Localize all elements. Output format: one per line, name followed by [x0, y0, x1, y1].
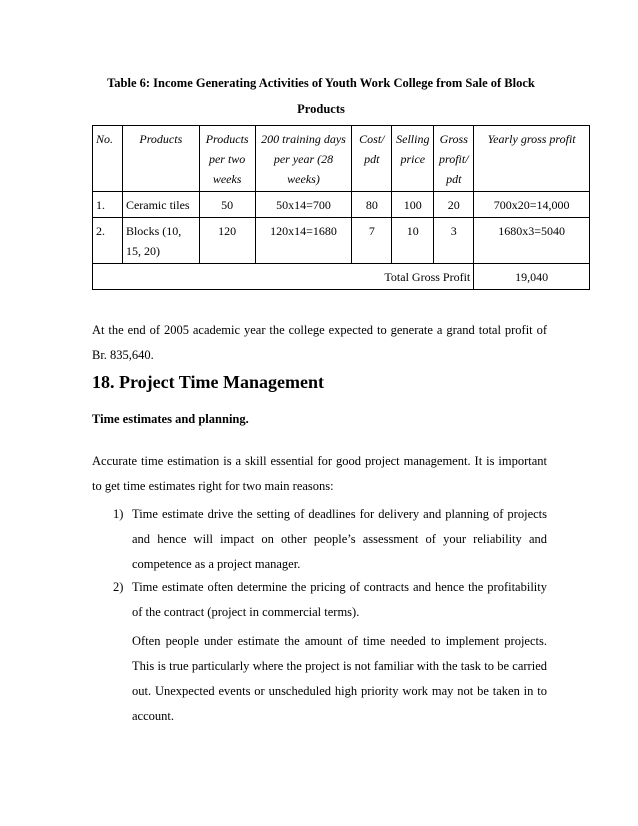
table-cell: 80	[352, 192, 392, 218]
table-cell: 120	[199, 218, 255, 264]
list-text: Time estimate drive the setting of deadlines for delivery and planning of projects and hence will impact on other people’s assessment of your reliability and competence as a project manager.	[132, 507, 547, 571]
summary-paragraph: At the end of 2005 academic year the college expected to generate a grand total profit of Br. 835,640.	[92, 323, 547, 362]
section-subheading: Time estimates and planning.	[92, 412, 249, 426]
list-item	[113, 502, 547, 577]
table-row	[93, 218, 590, 264]
table-cell: 2.	[93, 218, 123, 264]
table-cell: 100	[392, 192, 434, 218]
table-cell: 700x20=14,000	[474, 192, 590, 218]
table-caption	[92, 70, 550, 122]
table-cell: 1.	[93, 192, 123, 218]
header-cell: 200 training days per year (28 weeks)	[255, 126, 352, 192]
table-cell: 50	[199, 192, 255, 218]
caption-line-2: Products	[297, 102, 345, 116]
header-cell: No.	[93, 126, 123, 192]
total-label: Total Gross Profit	[93, 264, 474, 290]
list-item	[113, 575, 547, 625]
followup-paragraph: Often people under estimate the amount of time needed to implement projects. This is true particularly where the project is not familiar with the task to be carried out. Unexpected events or unscheduled high priority work may not be taken in to account.	[132, 634, 547, 723]
table-header-row	[93, 126, 590, 192]
table-cell: 20	[434, 192, 474, 218]
list-text: Time estimate often determine the pricing of contracts and hence the profitability of the contract (project in commercial terms).	[132, 580, 547, 619]
header-cell: Yearly gross profit	[474, 126, 590, 192]
table-cell: 10	[392, 218, 434, 264]
list-number: 1)	[113, 507, 124, 521]
section-heading: 18. Project Time Management	[92, 372, 324, 392]
total-value: 19,040	[474, 264, 590, 290]
list-number: 2)	[113, 580, 124, 594]
table-cell: 50x14=700	[255, 192, 352, 218]
table-row	[93, 192, 590, 218]
intro-paragraph: Accurate time estimation is a skill essential for good project management. It is important to get time estimates right for two main reasons:	[92, 454, 547, 493]
table-cell: Blocks (10, 15, 20)	[122, 218, 199, 264]
table-cell: 120x14=1680	[255, 218, 352, 264]
header-cell: Selling price	[392, 126, 434, 192]
total-row	[93, 264, 590, 290]
table-cell: 7	[352, 218, 392, 264]
caption-line-1: Table 6: Income Generating Activities of Youth Work College from Sale of Block	[107, 76, 535, 90]
header-cell: Cost/ pdt	[352, 126, 392, 192]
table-cell: 1680x3=5040	[474, 218, 590, 264]
income-table	[92, 125, 590, 290]
header-cell: Gross profit/ pdt	[434, 126, 474, 192]
table-cell: Ceramic tiles	[122, 192, 199, 218]
table-cell: 3	[434, 218, 474, 264]
header-cell: Products per two weeks	[199, 126, 255, 192]
header-cell: Products	[122, 126, 199, 192]
